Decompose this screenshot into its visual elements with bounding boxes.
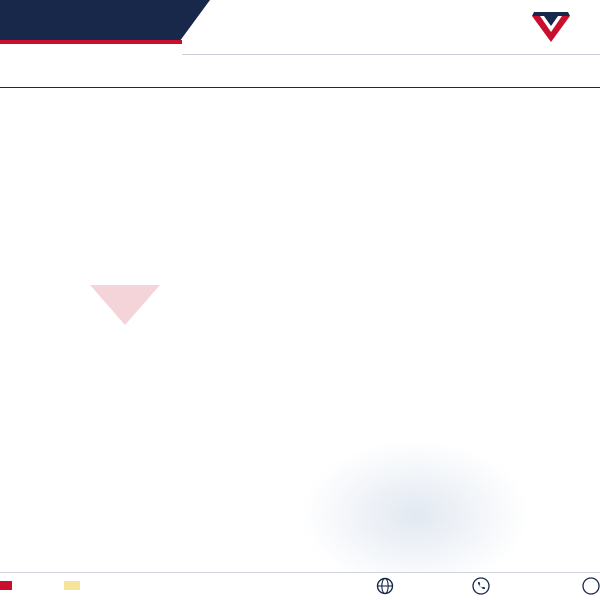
- title-underline: [0, 40, 182, 44]
- social-icon: [582, 577, 600, 595]
- watermark-globe: [300, 440, 530, 590]
- column-headers: [0, 58, 600, 88]
- hct-logo: [526, 8, 600, 48]
- phone-icon: [472, 577, 490, 595]
- legend-high-swatch: [0, 581, 12, 590]
- header: [0, 0, 600, 58]
- globe-web-icon: [376, 577, 394, 595]
- title-band: [0, 0, 210, 40]
- header-divider: [182, 54, 600, 55]
- footer: [0, 572, 600, 600]
- legend-mid-swatch: [64, 581, 80, 590]
- logo-mark-icon: [530, 10, 572, 44]
- watermark-logo: [90, 215, 560, 405]
